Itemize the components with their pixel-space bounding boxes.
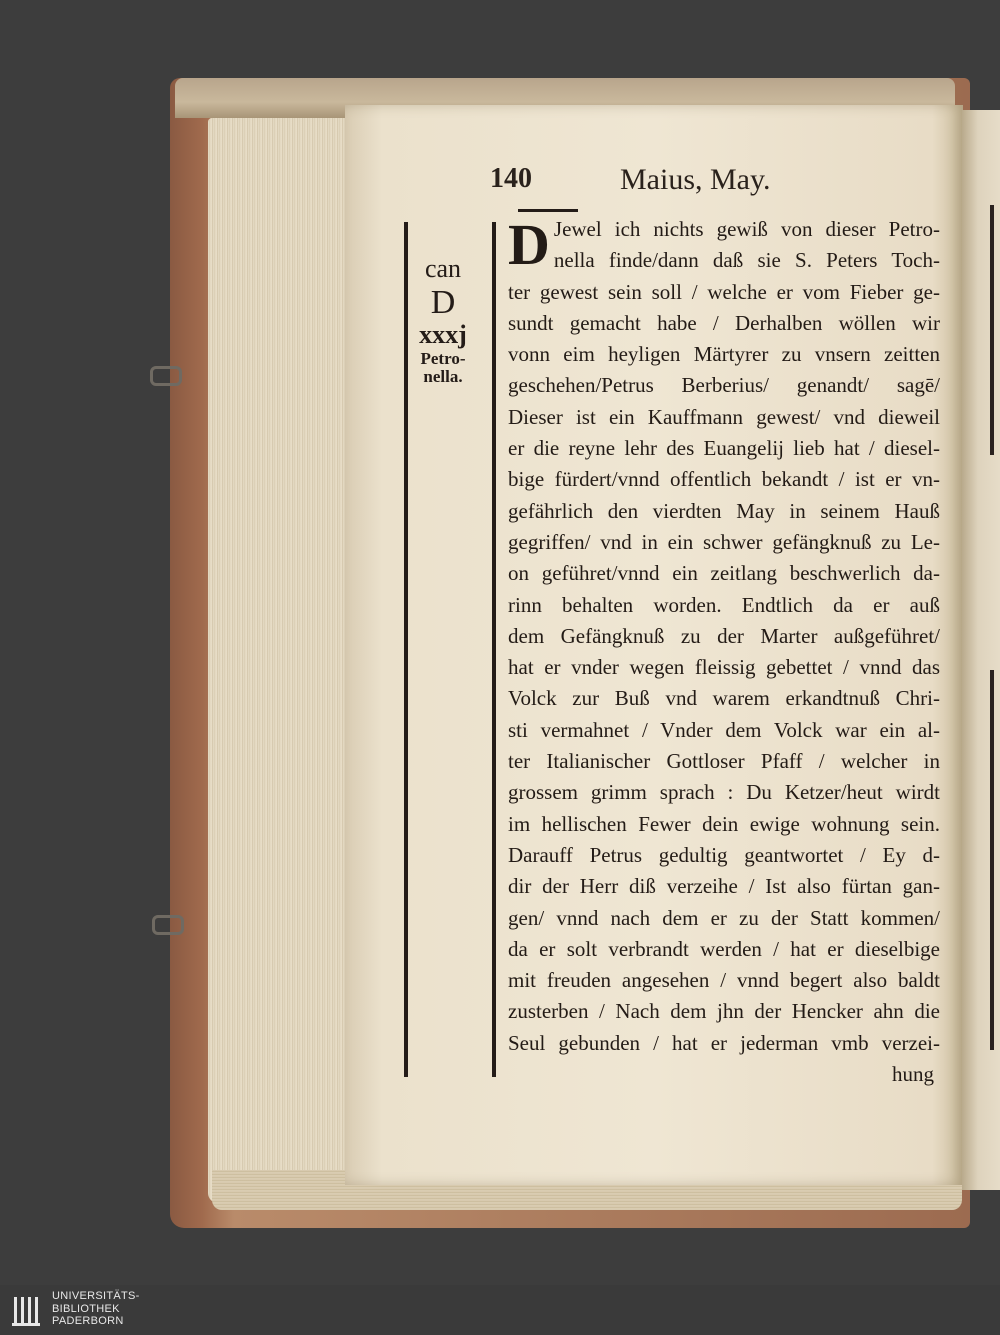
margin-note	[410, 255, 476, 387]
clasp-lower	[152, 915, 184, 935]
text-line: sundt gemacht habe / Derhalben wöllen wir	[508, 310, 940, 335]
page-number: 140	[490, 163, 532, 194]
text-line: ter gewest sein soll / welche er vom Fieber ge-	[508, 279, 940, 304]
text-line: gen/ vnnd nach dem er zu der Statt kommen/	[508, 905, 940, 930]
text-line: hat er vnder wegen fleissig gebettet / vnnd das	[508, 655, 940, 680]
text-line: vonn eim heyligen Märtyrer zu vnsern zeitten	[508, 342, 940, 367]
library-logo-text	[52, 1290, 140, 1328]
body-text	[508, 214, 940, 1090]
text-line: da er solt verbrandt werden / hat er dieselbige	[508, 936, 940, 961]
text-line: Jewel ich nichts gewiß von dieser Petro-	[553, 217, 940, 241]
header-rule	[518, 209, 578, 212]
text-line: Volck zur Buß vnd warem erkandtnuß Chri-	[508, 686, 940, 711]
left-margin-rule	[404, 222, 408, 1077]
margin-note-line-3: xxxj	[419, 319, 467, 349]
text-line: er die reyne lehr des Euangelij lieb hat / diesel-	[508, 436, 940, 461]
text-column-rule	[492, 222, 496, 1077]
library-logo-line-3: PADERBORN	[52, 1315, 124, 1327]
text-line: geschehen/Petrus Berberius/ genandt/ sagē/	[508, 373, 940, 398]
catchword: hung	[892, 1062, 934, 1087]
text-line: im hellischen Fewer dein ewige wohnung sein.	[508, 811, 940, 836]
text-line: Dieser ist ein Kauffmann gewest/ vnd dieweil	[508, 404, 940, 429]
drop-initial: D	[508, 214, 550, 277]
text-line: on geführet/vnnd ein zeitlang beschwerlich da-	[508, 561, 940, 586]
text-line: Darauff Petrus gedultig geantwortet / Ey d-	[508, 842, 940, 867]
text-line: bige fürdert/vnnd offentlich bekandt / ist er vn-	[508, 467, 940, 492]
facing-page-edge	[962, 110, 1000, 1190]
library-logo-line-2: BIBLIOTHEK	[52, 1302, 120, 1315]
text-line: sti vermahnet / Vnder dem Volck war ein al-	[508, 717, 940, 742]
clasp-upper	[150, 366, 182, 386]
page-block-edges	[208, 118, 358, 1203]
text-line: mit freuden angesehen / vnnd begert also baldt	[508, 968, 940, 993]
library-logo-icon	[12, 1293, 42, 1327]
margin-note-line-5: nella.	[423, 367, 463, 387]
opening-paragraph	[508, 214, 940, 277]
text-line: gegriffen/ vnd in ein schwer gefängknuß zu Le-	[508, 529, 940, 554]
text-line: rinn behalten worden. Endtlich da er auß	[508, 592, 940, 617]
library-logo	[0, 1285, 1000, 1335]
text-line: dir der Herr diß verzeihe / Ist also fürtan gan-	[508, 874, 940, 899]
text-line: Seul gebunden / hat er jederman vmb verzei-	[508, 1030, 940, 1055]
running-head: Maius, May.	[620, 163, 771, 196]
text-line: ter Italianischer Gottloser Pfaff / welcher in	[508, 749, 940, 774]
text-line: grossem grimm sprach : Du Ketzer/heut wirdt	[508, 780, 940, 805]
margin-note-line-1: can	[424, 254, 462, 283]
page-header	[490, 163, 850, 203]
margin-note-line-2: D	[430, 283, 456, 321]
text-line: zusterben / Nach dem jhn der Hencker ahn die	[508, 999, 940, 1024]
text-line: dem Gefängknuß zu der Marter außgeführet/	[508, 623, 940, 648]
library-logo-line-1: UNIVERSITÄTS-	[52, 1290, 140, 1302]
margin-note-line-4: Petro-	[420, 348, 466, 368]
text-line: nella finde/dann daß sie S. Peters Toch-	[553, 248, 940, 273]
text-line: gefährlich den vierdten May in seinem Hauß	[508, 498, 940, 523]
